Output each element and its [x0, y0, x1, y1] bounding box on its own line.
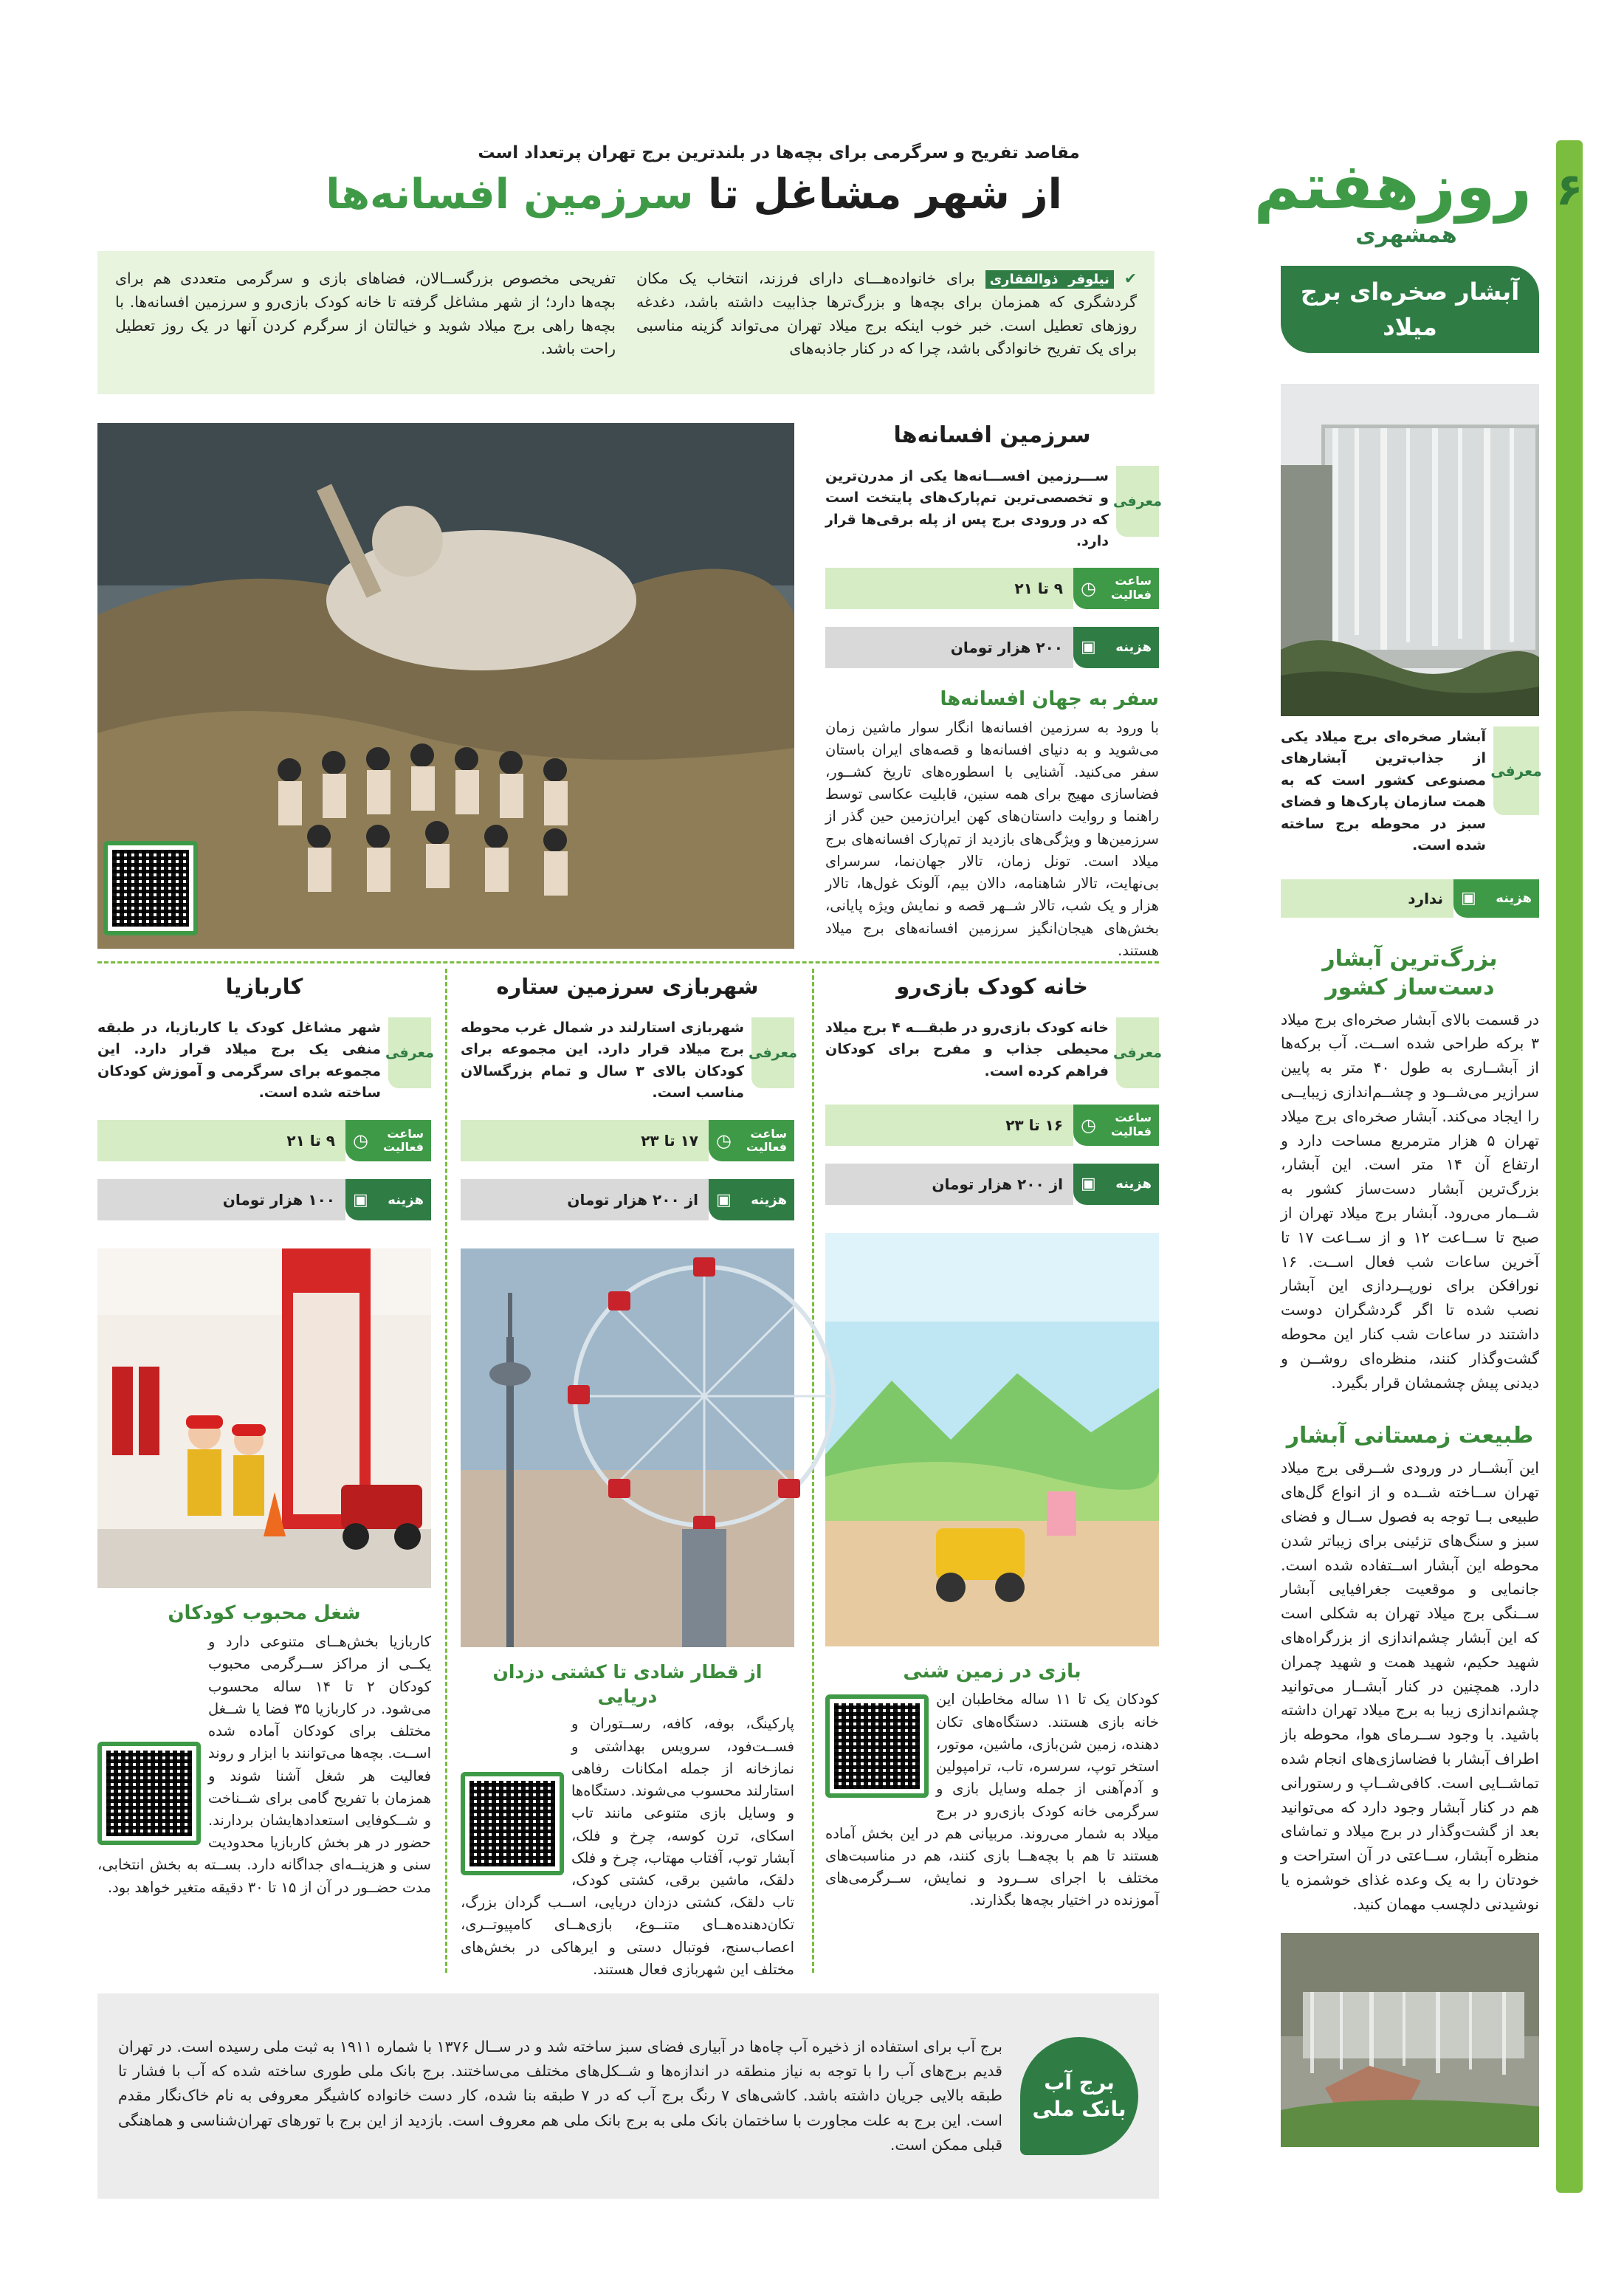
page-number: ۶ — [1555, 164, 1583, 216]
qr-code-icon — [106, 1751, 192, 1836]
cost-label: هزینه — [1115, 639, 1152, 656]
clock-icon: ◷ — [716, 1130, 732, 1152]
footer-box — [97, 1993, 1159, 2199]
qr-code-icon — [834, 1703, 920, 1789]
legends-cost-tag — [1073, 627, 1159, 668]
sidebar-heading-2: طبیعت زمستانی آبشار — [1286, 1423, 1534, 1449]
legends-hours-tag — [1073, 568, 1159, 609]
playhouse-cost-tag — [1073, 1164, 1159, 1205]
karbazia-intro-tag: معرفی — [388, 1017, 431, 1088]
lead-right-paragraph — [636, 267, 1137, 361]
starland-cost-value: از ۲۰۰ هزار تومان — [461, 1179, 709, 1220]
playhouse-cost-value: از ۲۰۰ هزار تومان — [825, 1164, 1073, 1205]
karbazia-title: کاربازیا — [225, 974, 303, 999]
qr-code-icon — [469, 1781, 555, 1866]
legends-hours-row — [825, 568, 1159, 609]
cost-label: هزینه — [751, 1192, 787, 1208]
hours-label: ساعت فعالیت — [1111, 574, 1152, 602]
waterfall-photo — [1281, 384, 1539, 716]
column-playhouse — [825, 973, 1162, 1912]
starland-illustration — [461, 1248, 794, 1647]
starland-hours-value: ۱۷ تا ۲۳ — [461, 1120, 709, 1161]
page-title — [325, 168, 1063, 222]
karbazia-intro — [97, 1017, 434, 1105]
column-starland — [461, 973, 797, 1981]
karbazia-body — [97, 1631, 431, 1899]
playhouse-body-text: کودکان یک تا ۱۱ ساله مخاطبان این خانه بازی هستند. دستگاه‌های تکان دهنده، زمین شن‌بازی، ماشین، موتور، استخر توپ، سرسره، تاب، ترامپولین و آدم‌آهنی از جمله وسایل بازی و سرگرمی خانه کودک بازی‌رو در برج میلاد به شمار می‌روند. مربیانی هم در این بخش آماده هستند تا هم با بچه‌هــا بازی کنند، هم در مناسبت‌های مختلف با اجرای ســرود و نمایش، ســرگرمی‌های آموزنده در اختیار بچه‌ها بگذارند. — [825, 1691, 1159, 1909]
karbazia-hours-value: ۹ تا ۲۱ — [97, 1120, 345, 1161]
legends-qr[interactable] — [103, 841, 198, 935]
karbazia-body-text: کاربازیا بخش‌هــای متنوعی دارد و یکــی از مراکز ســرگرمی محبوب کودکان ۲ تا ۱۴ ساله محسوب می‌شود. در کاربازیا ۳۵ فضا یا شــغل مختلف برای کودکان آماده شده اســت. بچه‌ها می‌توانند با ابزار و روند فعالیت هر شغل آشنا شوند و همزمان با تفریح گامی برای شــناخت و شــکوفایی استعدادهایشان بردارند. حضور در هر بخش کاربازیا محدودیت سنی و هزینــه‌ای جداگانه دارد. بســته به بخش انتخابی، مدت حضــور در آن از ۱۵ تا ۳۰ دقیقه متغیر خواهد بود. — [97, 1633, 432, 1896]
playhouse-illustration — [825, 1233, 1159, 1646]
waterfall-winter-illustration — [1281, 1933, 1539, 2147]
sidebar-intro-tag: معرفی — [1493, 726, 1539, 815]
sidebar-paragraph-1: در قسمت بالای آبشار صخره‌ای برج میلاد ۳ برکه طراحی شده اســت. آب برکه‌ها از آبشــاری به طول ۴۰ متر به پایین سرازیر می‌شــود و چشــم‌اندازی زیبایــی را ایجاد می‌کند. آبشار صخره‌ای برج میلاد تهران ۵ هزار مترمربع مساحت دارد و ارتفاع آن ۱۴ متر است. این آبشار، بزرگ‌ترین آبشار دست‌ساز کشور به شــمار می‌رود. آبشار برج میلاد تهران از صبح تا ســاعت ۱۲ و از ســاعت ۱۷ تا آخرین ساعات شب فعال اســت. ۱۶ نورافکن برای نورپــردازی این آبشار نصب شده تا اگر گردشگران دوست داشتند در ساعات شب کنار این محوطه گشت‌وگذار کنند، منظره‌ای روشــن و دیدنی پیش چشمشان قرار بگیرد. — [1281, 1010, 1540, 1392]
lead-text-left: تفریحی مخصوص بزرگســالان، فضاهای بازی و سرگرمی متعددی هم برای بچه‌ها دارد؛ از شهر مشاغل گرفته تا خانه کودک بازی‌رو و سرزمین افسانه‌ها. با بچه‌ها راهی برج میلاد شوید و خیالتان از سرگرم کردن آنها در یک روز تعطیل راحت باشد. — [115, 269, 616, 358]
lead-text-right: برای خانواده‌هـــای دارای فرزند، انتخاب یک مکان گردشگری که همزمان برای بچه‌ها و بزرگ‌ترها جذابیت داشته باشد، دغدغه روزهای تعطیل است. خبر خوب اینکه برج میلاد تهران می‌تواند گزینه مناسبی برای یک تفریح خانوادگی باشد، چرا که در کنار جاذبه‌های — [636, 269, 1137, 358]
karbazia-hours-row — [97, 1120, 431, 1161]
legends-illustration — [97, 423, 794, 949]
starland-cost-row — [461, 1179, 794, 1220]
hours-label: ساعت فعالیت — [1111, 1110, 1152, 1138]
check-icon: ✔ — [1124, 269, 1137, 287]
wallet-icon: ▣ — [1461, 889, 1476, 908]
cost-label: هزینه — [388, 1192, 424, 1208]
starland-body-text: پارکینگ، بوفه، کافه، رســتوران و فســت‌فود، سرویس بهداشتی و نمازخانه از جمله امکانات رفاهی استارلند محسوب می‌شوند. دستگاه‌ها و وسایل بازی متنوعی مانند تاب اسکای، ترن کوسه، چرخ و فلک، آبشار توپ، آفتاب مهتاب، چرخ و فلک دلقک، ماشین برقی، کشتی کودک، تاب دلقک، کشتی دزدان دریایی، اســب گردان بزرگ، تکان‌دهنده‌هــای متنــوع، بازی‌هــای کامپیوتــری، اعصاب‌سنج، فوتبال دستی و ایرهاکی در بخش‌های مختلف این شهربازی فعال هستند. — [461, 1715, 794, 1978]
separator-col-2 — [445, 969, 447, 1973]
karbazia-cost-row — [97, 1179, 431, 1220]
legends-intro-tag: معرفی — [1116, 466, 1159, 537]
playhouse-intro — [825, 1017, 1162, 1088]
sidebar-intro — [1281, 726, 1542, 857]
playhouse-body — [825, 1689, 1159, 1911]
sidebar-cost-row — [1281, 879, 1539, 918]
logo-mark — [1253, 140, 1539, 251]
title-part-2: سرزمین افسانه‌ها — [326, 171, 694, 219]
sidebar-heading-1: بزرگ‌ترین آبشار دست‌ساز کشور — [1322, 945, 1498, 1000]
playhouse-qr[interactable] — [825, 1694, 929, 1798]
sidebar-cost-value: ندارد — [1281, 879, 1453, 918]
legends-cost-row — [825, 627, 1159, 668]
wallet-icon: ▣ — [716, 1190, 732, 1209]
clock-icon: ◷ — [353, 1130, 368, 1152]
legends-intro — [825, 466, 1162, 553]
starland-hours-tag — [709, 1120, 794, 1161]
legends-text-column — [825, 421, 1162, 962]
wallet-icon: ▣ — [353, 1190, 368, 1209]
playhouse-intro-tag: معرفی — [1116, 1017, 1159, 1088]
karbazia-intro-text: شهر مشاغل کودک یا کاربازیا، در طبقه منفی یک برج میلاد قرار دارد. این مجموعه برای سرگرمی و آموزش کودکان ساخته شده است. — [97, 1019, 381, 1101]
starland-photo — [461, 1248, 794, 1647]
legends-title: سرزمین افسانه‌ها — [893, 422, 1091, 448]
lead-left — [115, 267, 616, 378]
legends-cost-value: ۲۰۰ هزار تومان — [825, 627, 1073, 668]
cost-label: هزینه — [1496, 890, 1532, 907]
playhouse-intro-text: خانه کودک بازی‌رو در طبقـــه ۴ برج میلاد محیطی جذاب و مفرح برای کودکان فراهم کرده است. — [825, 1019, 1109, 1079]
sidebar-pill: آبشار صخره‌ای برج میلاد — [1281, 266, 1539, 353]
footer-text: برج آب برای استفاده از ذخیره آب چاه‌ها در آبیاری فضای سبز ساخته شد و در ســال ۱۳۷۶ با شماره ۱۹۱۱ به ثبت ملی رسیده است. در تهران قدیم برج‌های آب را با توجه به نیاز منطقه در اندازه‌ها و شــکل‌های مختلف می‌ساختند. برج بانک ملی طوری ساخته شده که آب با فشار تا طبقه بالایی جریان داشته باشد. کاشی‌های ۷ رنگ برج آب که در ۷ طبقه بنا شده، کار دست خانواده کاشیگر معروفی به نام خاک‌نگار مقدم است. این برج به علت مجاورت با ساختمان بانک ملی به برج بانک ملی هم معروف است. بازدید از این برج با تورهای تهران‌شناسی و هماهنگی قبلی ممکن است. — [118, 2037, 1002, 2154]
column-karbazia — [97, 973, 434, 1899]
playhouse-hours-tag — [1073, 1105, 1159, 1146]
playhouse-hours-value: ۱۶ تا ۲۳ — [825, 1105, 1073, 1146]
starland-intro — [461, 1017, 797, 1105]
playhouse-sub: بازی در زمین شنی — [903, 1660, 1081, 1683]
lead-box — [97, 251, 1155, 394]
starland-intro-tag: معرفی — [751, 1017, 794, 1088]
lead-right — [636, 267, 1137, 378]
waterfall-illustration — [1281, 384, 1539, 716]
starland-cost-tag — [709, 1179, 794, 1220]
starland-hours-row — [461, 1120, 794, 1161]
masthead-logo — [1253, 140, 1539, 251]
karbazia-cost-value: ۱۰۰ هزار تومان — [97, 1179, 345, 1220]
hours-label: ساعت فعالیت — [383, 1127, 424, 1155]
kicker: مقاصد تفریح و سرگرمی برای بچه‌ها در بلندترین برج تهران پرتعداد است — [478, 143, 1080, 162]
starland-body — [461, 1713, 794, 1981]
starland-qr[interactable] — [461, 1772, 564, 1875]
playhouse-photo — [825, 1233, 1159, 1646]
playhouse-cost-row — [825, 1164, 1159, 1205]
logo-subtitle: همشهری — [1355, 222, 1457, 248]
karbazia-cost-tag — [345, 1179, 431, 1220]
playhouse-hours-row — [825, 1105, 1159, 1146]
karbazia-hours-tag — [345, 1120, 431, 1161]
legends-subtitle: سفر به جهان افسانه‌ها — [940, 687, 1159, 710]
karbazia-photo — [97, 1248, 431, 1588]
starland-title: شهربازی سرزمین ستاره — [496, 974, 759, 999]
clock-icon: ◷ — [1081, 1114, 1096, 1136]
footer-pill — [1020, 2037, 1138, 2155]
karbazia-illustration — [97, 1248, 431, 1588]
legends-hours-value: ۹ تا ۲۱ — [825, 568, 1073, 609]
hours-label: ساعت فعالیت — [746, 1127, 787, 1155]
legends-photo — [97, 423, 794, 949]
legends-body: با ورود به سرزمین افسانه‌ها انگار سوار ماشین زمان می‌شوید و به دنیای افسانه‌ها و قصه‌های ایران باستان سفر می‌کنید. آشنایی با اسطوره‌های تاریخ کشــور، فضاسازی مهیج برای همه سنین، قابلیت عکاسی توسط راهنما و روایت داستان‌های کهن ایران‌زمین حین گذر از سرزمین‌ها و ویژگی‌های بازدید از تم‌پارک افسانه‌های برج میلاد است. تونل زمان، تالار جهان‌نما، سرسرای بی‌نهایت، تالار شاهنامه، دالان بیم، آلونک غول‌ها، تالار هزار و یک شب، تالار شــهر قصه و نمایش ویژه پایانی، بخش‌های هیجان‌انگیز سرزمین افسانه‌های برج میلاد هستند. — [825, 718, 1159, 959]
title-part-1: از شهر مشاغل تا — [708, 171, 1062, 219]
clock-icon: ◷ — [1081, 577, 1096, 599]
starland-sub: از قطار شادی تا کشتی دزدان دریایی — [492, 1661, 763, 1707]
sidebar-column — [1281, 266, 1542, 2147]
lead-author: نیلوفر ذوالفقاری — [985, 270, 1114, 289]
wallet-icon: ▣ — [1081, 638, 1096, 657]
karbazia-qr[interactable] — [97, 1742, 201, 1845]
cost-label: هزینه — [1115, 1176, 1152, 1192]
sidebar-strip — [1556, 140, 1583, 2193]
footer-pill-text: برج آب بانک ملی — [1032, 2069, 1126, 2121]
legends-intro-text: ســـرزمین افســـانه‌ها یکی از مدرن‌ترین و تخصصی‌ترین تم‌پارک‌های پایتخت است که در ورودی برج پس از پله برقی‌ها قرار دارد. — [825, 468, 1109, 550]
sidebar-cost-tag — [1453, 879, 1539, 918]
starland-intro-text: شهربازی استارلند در شمال غرب محوطه برج میلاد قرار دارد. این مجموعه برای کودکان بالای ۳ سال و تمام بزرگسالان مناسب است. — [461, 1019, 745, 1101]
logo-title: روزهفتم — [1253, 150, 1532, 224]
wallet-icon: ▣ — [1081, 1175, 1096, 1194]
playhouse-title: خانه کودک بازی‌رو — [896, 974, 1088, 999]
sidebar-intro-text: آبشار صخره‌ای برج میلاد یکی از جذاب‌ترین آبشارهای مصنوعی کشور است که به همت سازمان پارک‌ها و فضای سبز در محوطه برج ساخته شده است. — [1281, 729, 1486, 854]
karbazia-sub: شغل محبوب کودکان — [168, 1602, 361, 1625]
sidebar-paragraph-2: این آبشــار در ورودی شــرقی برج میلاد تهران ســاخته شــده و از انواع گل‌های طبیعی بــا توجه به فصول ســال و فضای سبز و سنگ‌های تزئینی برای زیباتر شدن محوطه این آبشار اســتفاده شده است. جانمایی و موقعیت جغرافیایی آبشار ســنگی برج میلاد تهران به شکلی است که این آبشار چشم‌اندازی از بزرگراه‌های شهید حکیم، شهید همت و شهید چمران دارد. همچنین در کنار آبشــار می‌توانید چشم‌اندازی زیبا به برج میلاد تهران داشته باشید. با وجود ســرمای هوا، محوطه باز اطراف آبشار با فضاسازی‌های انجام شده تماشــایی است. کافی‌شــاپ و رستورانی هم در کنار آبشار وجود دارد که می‌توانید بعد از گشت‌وگذار در برج میلاد و تماشای منظره آبشار، ســاعتی در آن استراحت و خودتان را به یک وعده غذای خوشمزه یا نوشیدنی دلچسب مهمان کنید. — [1281, 1459, 1539, 1913]
qr-code-icon — [112, 850, 189, 927]
waterfall-winter-photo — [1281, 1933, 1539, 2147]
separator-horizontal — [97, 961, 1159, 963]
